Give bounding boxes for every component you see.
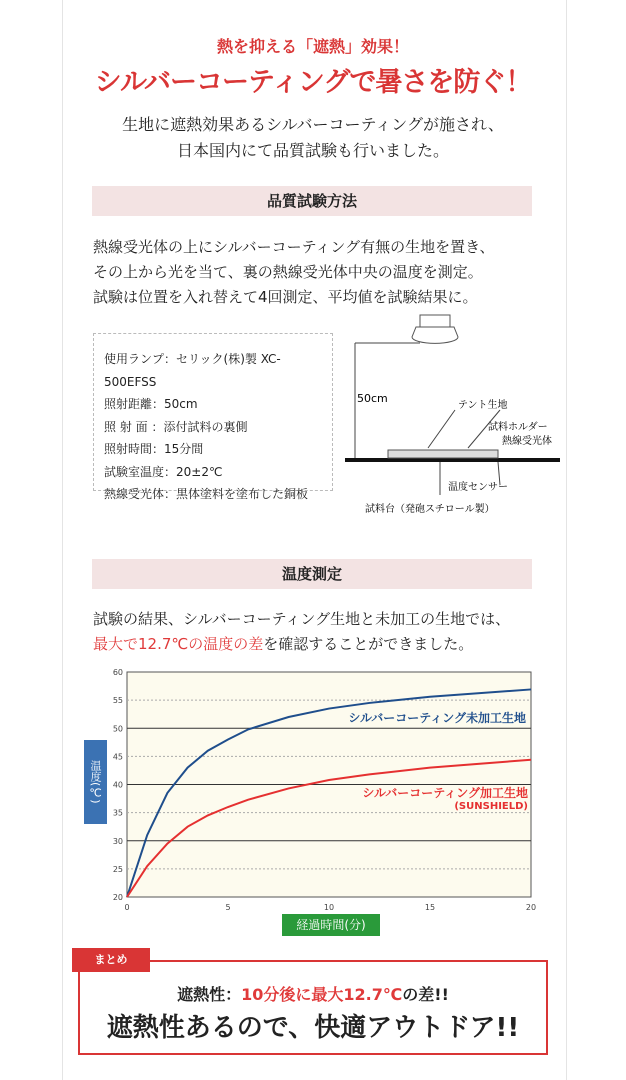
summary-line2: 遮熱性あるので、快適アウトドア!! — [106, 1013, 520, 1043]
method-line: 試験は位置を入れ替えて4回測定、平均値を試験結果に。 — [93, 288, 478, 306]
section-heading-temp: 温度測定 — [92, 559, 532, 589]
spec-item: 照 射 面 ：添付試料の裏側 — [104, 419, 248, 434]
spec-item: 試験室温度：20±2℃ — [104, 464, 223, 479]
y-tick-label: 30 — [112, 836, 123, 846]
summary-label: 遮熱性： — [177, 985, 242, 1004]
page-title: シルバーコーティングで暑さを防ぐ！ — [94, 67, 532, 98]
temp-highlight: 最大で12.7℃の温度の差 — [93, 635, 264, 653]
y-tick-label: 45 — [112, 752, 123, 762]
stand-label: 試料台（発砲スチロール製） — [365, 504, 495, 515]
y-tick-label: 40 — [112, 780, 123, 790]
y-tick-label: 35 — [112, 808, 123, 818]
summary-highlight: 10分後に最大12.7℃ — [241, 985, 403, 1004]
y-axis-label: 温度(℃) — [84, 740, 107, 824]
summary-suffix: の差!! — [402, 985, 449, 1004]
receiver-label: 熱線受光体 — [502, 436, 552, 447]
legend-treated-name: シルバーコーティング加工生地 — [362, 786, 528, 800]
x-tick-label: 0 — [124, 903, 130, 912]
legend-treated — [362, 784, 528, 812]
y-tick-label: 50 — [112, 724, 123, 734]
temp-line: を確認することができました。 — [263, 635, 474, 653]
legend-untreated: シルバーコーティング未加工生地 — [348, 711, 526, 725]
intro-line: 日本国内にて品質試験も行いました。 — [176, 141, 449, 160]
tent-label: テント生地 — [458, 400, 508, 411]
y-tick-label: 25 — [112, 864, 123, 874]
method-line: その上から光を当て、裏の熱線受光体中央の温度を測定。 — [93, 263, 483, 281]
x-tick-label: 15 — [424, 903, 436, 912]
x-axis-label: 経過時間(分) — [282, 914, 380, 936]
subtitle: 熱を抑える「遮熱」効果！ — [216, 37, 409, 56]
y-tick-label: 60 — [112, 668, 123, 677]
legend-treated-sub: (SUNSHIELD) — [454, 801, 528, 812]
summary-line1 — [80, 982, 546, 1005]
y-tick-label: 55 — [112, 696, 123, 706]
summary-tag: まとめ — [72, 948, 150, 972]
spec-item: 熱線受光体：黒体塗料を塗布した銅板 — [104, 487, 309, 501]
intro-line: 生地に遮熱効果あるシルバーコーティングが施され、 — [122, 115, 504, 134]
spec-item: 照射時間：15分間 — [104, 442, 204, 456]
temp-line: 試験の結果、シルバーコーティング生地と未加工の生地では、 — [93, 610, 511, 628]
distance-label: 50cm — [357, 392, 388, 405]
section-heading-method: 品質試験方法 — [92, 186, 532, 216]
sensor-label: 温度センサー — [448, 482, 508, 493]
y-tick-label: 20 — [112, 893, 123, 902]
spec-item: 使用ランプ：セリック(株)製 XC-500EFSS — [104, 352, 281, 389]
method-line: 熱線受光体の上にシルバーコーティング有無の生地を置き、 — [93, 238, 495, 256]
summary-box — [78, 960, 548, 1055]
x-tick-label: 20 — [525, 903, 537, 912]
x-tick-label: 5 — [225, 903, 231, 912]
x-tick-label: 10 — [323, 903, 335, 912]
holder-label: 試料ホルダー — [488, 422, 548, 433]
spec-item: 照射距離：50cm — [104, 397, 198, 411]
